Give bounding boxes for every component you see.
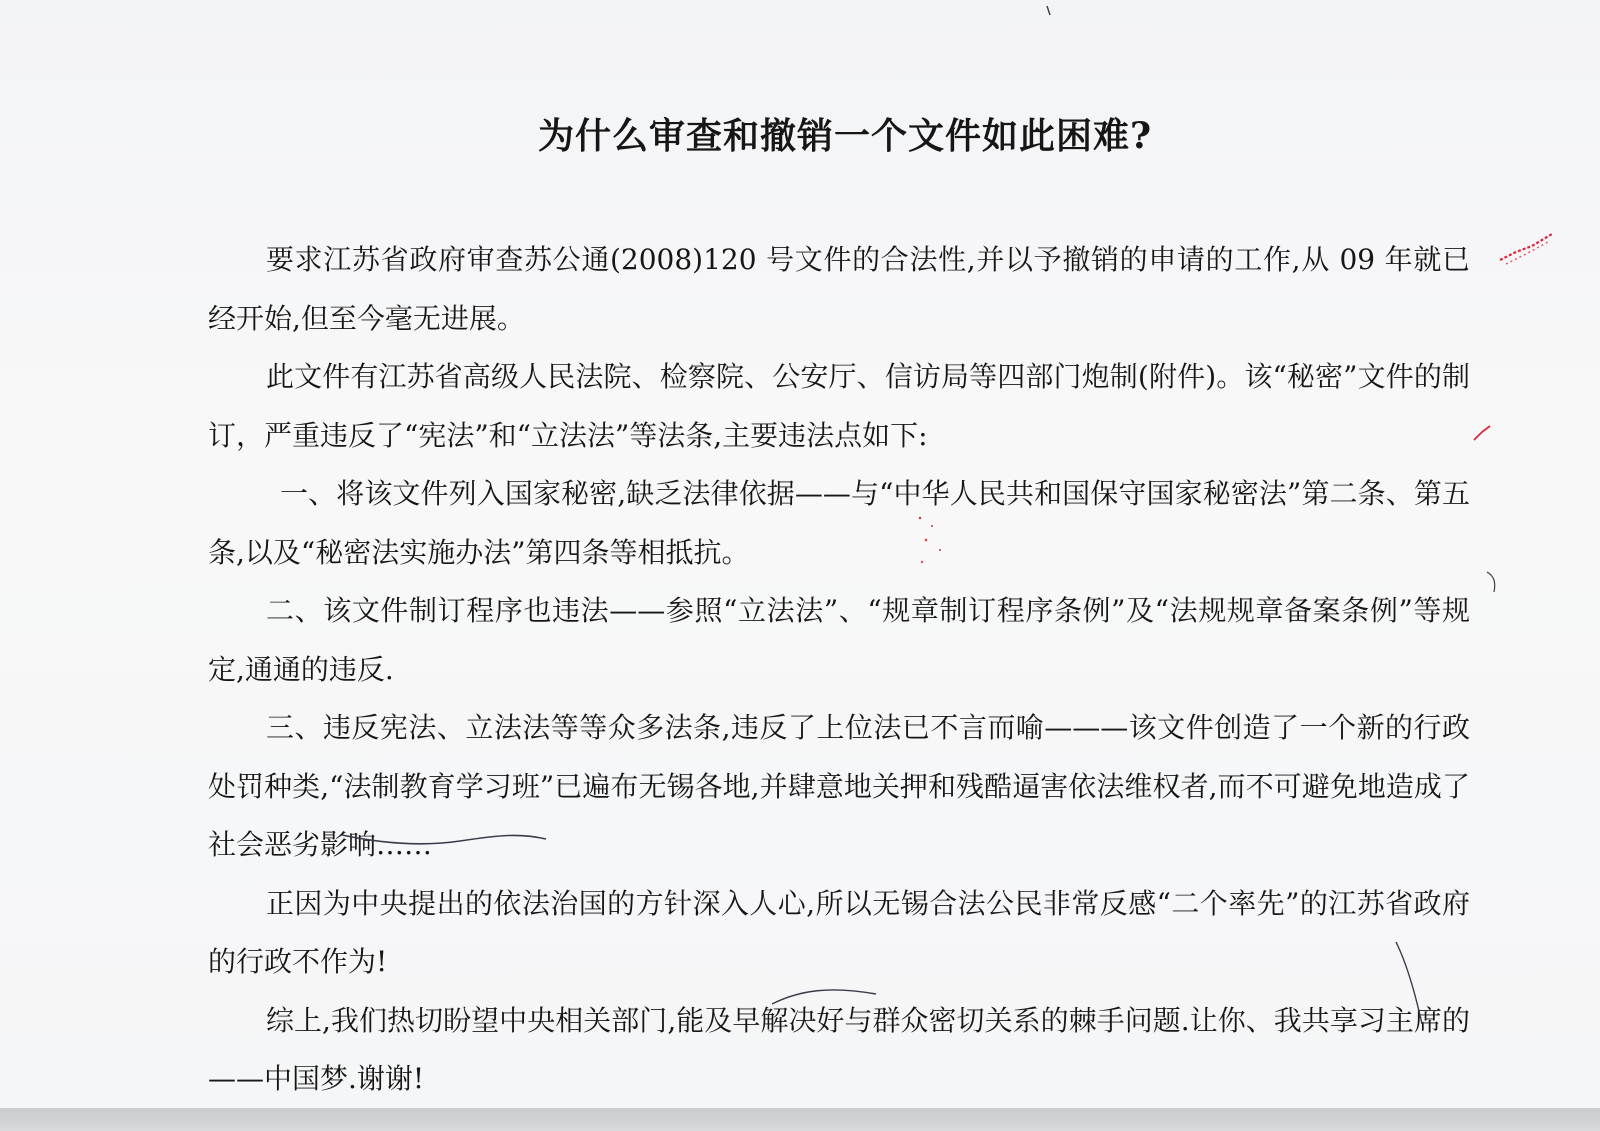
paragraph-point-one: 一、将该文件列入国家秘密,缺乏法律依据——与“中华人民共和国保守国家秘密法”第二条、第五条,以及“秘密法实施办法”第四条等相抵抗。 — [208, 477, 1470, 569]
paragraph-origin: 此文件有江苏省高级人民法院、检察院、公安厅、信访局等四部门炮制(附件)。该“秘密”文件的制订，严重违反了“宪法”和“立法法”等法条,主要违法点如下: — [208, 360, 1470, 452]
document-body — [208, 108, 1470, 1109]
paragraph-conclusion: 正因为中央提出的依法治国的方针深入人心,所以无锡合法公民非常反感“二个率先”的江苏省政府的行政不作为! — [208, 886, 1470, 978]
paragraph-point-two: 二、该文件制订程序也违法——参照“立法法”、“规章制订程序条例”及“法规规章备案条例”等规定,通通的违反. — [208, 594, 1470, 686]
document-title: 为什么审查和撤销一个文件如此困难? — [537, 115, 1153, 157]
paragraph-point-three: 三、违反宪法、立法法等等众多法条,违反了上位法已不言而喻———该文件创造了一个新的行政处罚种类,“法制教育学习班”已遍布无锡各地,并肆意地关押和残酷逼害依法维权者,而不可避免地造成了社会恶劣影响…… — [208, 711, 1470, 861]
pen-underline-mark — [340, 829, 550, 849]
pen-speck — [1044, 4, 1054, 18]
red-ink-specks — [912, 510, 952, 570]
pen-curl-mark — [1484, 570, 1500, 594]
paragraph-closing: 综上,我们热切盼望中央相关部门,能及早解决好与群众密切关系的棘手问题.让你、我共享习主席的——中国梦.谢谢! — [208, 1003, 1470, 1095]
scan-bottom-edge — [0, 1108, 1600, 1131]
paragraph-request: 要求江苏省政府审查苏公通(2008)120 号文件的合法性,并以予撤销的申请的工作,从 09 年就已经开始,但至今毫无进展。 — [208, 243, 1470, 335]
red-ink-smudge — [1496, 228, 1560, 268]
red-ink-dot — [1472, 422, 1494, 444]
